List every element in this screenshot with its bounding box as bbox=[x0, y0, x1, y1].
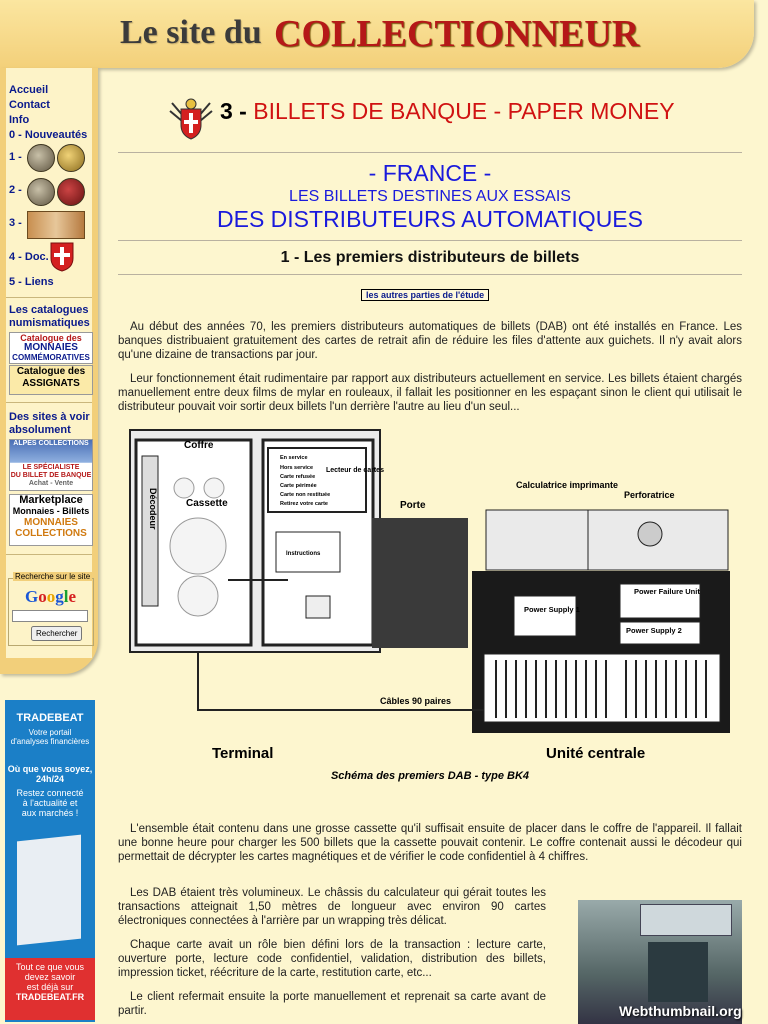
catalogue-assignats-link[interactable] bbox=[9, 365, 93, 395]
cat1-line2: MONNAIES bbox=[24, 342, 78, 353]
label-lecteur: Lecteur de cartes bbox=[326, 467, 384, 474]
watermark: Webthumbnail.org bbox=[619, 1003, 742, 1019]
label-psu2: Power Supply 2 bbox=[626, 626, 682, 635]
nav-info[interactable]: Info bbox=[9, 114, 30, 126]
label-calculatrice: Calculatrice imprimante bbox=[516, 480, 619, 490]
ad-line3: Où que vous soyez, bbox=[7, 764, 93, 774]
banknote-icon[interactable] bbox=[27, 211, 85, 239]
marketplace-banner[interactable] bbox=[9, 494, 93, 546]
site-search-box bbox=[8, 572, 94, 646]
cat2-line2: ASSIGNATS bbox=[22, 378, 80, 389]
ad-screenshot-image bbox=[17, 835, 81, 946]
label-unite: Unité centrale bbox=[546, 745, 646, 762]
subtitle-1: LES BILLETS DESTINES AUX ESSAIS bbox=[289, 188, 571, 205]
atm-body bbox=[648, 942, 708, 1002]
search-label: Recherche sur le site bbox=[15, 572, 91, 581]
label-psu1: Power Supply 1 bbox=[524, 605, 580, 614]
nav-liens[interactable]: 5 - Liens bbox=[9, 276, 54, 288]
nav-1[interactable]: 1 - bbox=[9, 151, 22, 163]
label-coffre: Coffre bbox=[184, 440, 214, 451]
sites-title: Des sites à voir absolument bbox=[9, 411, 90, 436]
dab-diagram bbox=[128, 428, 732, 768]
ad-line5: Restez connecté bbox=[16, 788, 84, 798]
label-decodeur: Décodeur bbox=[148, 488, 158, 530]
divider bbox=[118, 152, 742, 153]
ad-line6: à l'actualité et bbox=[22, 798, 78, 808]
heading-number: 3 - bbox=[220, 98, 247, 124]
search-input[interactable] bbox=[12, 610, 88, 622]
market-line2: Monnaies - Billets bbox=[12, 506, 90, 516]
ad-line2: d'analyses financières bbox=[10, 737, 90, 746]
nav-nouveautes[interactable]: 0 - Nouveautés bbox=[9, 129, 88, 141]
subtitle-2: DES DISTRIBUTEURS AUTOMATIQUES bbox=[217, 206, 643, 232]
site-title-main: COLLECTIONNEUR bbox=[274, 13, 640, 55]
market-line3: MONNAIES bbox=[24, 517, 78, 528]
paragraph-3: L'ensemble était contenu dans une grosse cassette qu'il suffisait ensuite de placer dans le coffre de l'appareil. Il fallait une bonne heure pour charger les 500 billets que la cassette pouvait contenir. Le coffre contenait aussi le décodeur qui permettait de décrypter les cartes magnétiques et de vérifier le code confidentiel à 4 chiffres. bbox=[118, 823, 742, 863]
ad-line10: est déjà sur bbox=[26, 982, 74, 992]
market-line4: COLLECTIONS bbox=[15, 528, 87, 539]
menu-3: Carte refusée bbox=[280, 474, 316, 480]
coin-old-icon[interactable] bbox=[27, 178, 55, 206]
ad-line4: 24h/24 bbox=[35, 774, 65, 784]
cat1-line1: Catalogue des bbox=[20, 333, 82, 343]
label-instructions: Instructions bbox=[286, 551, 321, 557]
tradebeat-ad[interactable] bbox=[5, 700, 95, 1022]
label-pfu: Power Failure Unit bbox=[634, 587, 700, 596]
menu-4: Carte périmée bbox=[280, 483, 317, 489]
coin-cross-icon[interactable] bbox=[57, 178, 85, 206]
paragraph-4: Les DAB étaient très volumineux. Le châssis du calculateur qui gérait toutes les transactions atteignait 1,50 mètres de longueur avec environ 90 cartes électroniques connectées à l'arrière par un wrapping très délicat. bbox=[118, 887, 546, 927]
nav-accueil[interactable]: Accueil bbox=[9, 84, 49, 96]
menu-5: Carte non restituée bbox=[280, 492, 331, 498]
paragraph-5: Chaque carte avait un rôle bien défini lors de la transaction : lecture carte, ouverture porte, lecture code confidentiel, validation, distribution des billets, impression ticket, réécriture de la carte, restitution carte, etc... bbox=[118, 939, 546, 979]
coin-silver-icon[interactable] bbox=[27, 144, 55, 172]
ad-line1: Votre portail bbox=[28, 728, 72, 737]
menu-2: Hors service bbox=[280, 465, 314, 471]
alpes-line2: LE SPÉCIALISTE bbox=[22, 464, 80, 471]
search-button[interactable]: Rechercher bbox=[31, 626, 82, 641]
ad-line8: Tout ce que vous bbox=[15, 962, 85, 972]
page-heading bbox=[220, 98, 675, 125]
nav-contact[interactable]: Contact bbox=[9, 99, 50, 111]
nav-doc[interactable]: 4 - Doc. bbox=[9, 251, 49, 263]
market-line1: Marketplace bbox=[19, 494, 83, 506]
coat-of-arms-icon bbox=[168, 97, 214, 141]
label-terminal: Terminal bbox=[212, 745, 274, 762]
catalogue-commemoratives-link[interactable] bbox=[9, 332, 93, 364]
ad-line7: aux marchés ! bbox=[21, 808, 79, 818]
paragraph-2: Leur fonctionnement était rudimentaire par rapport aux distributeurs actuellement en service. Les billets étaient chargés manuellement entre deux films de mylar en rouleaux, il fallait les positionner en les espaçant sinon le client qui utilisait le distributeur pouvait voir sortir deux billets l'un derrière l'autre au lieu d'un seul... bbox=[118, 373, 742, 413]
alpes-line3: DU BILLET DE BANQUE bbox=[10, 472, 92, 479]
sidebar-divider-3 bbox=[6, 554, 92, 555]
divider-3 bbox=[118, 274, 742, 275]
label-perforatrice: Perforatrice bbox=[624, 490, 675, 500]
alpes-line1: ALPES COLLECTIONS bbox=[13, 440, 89, 447]
paragraph-1: Au début des années 70, les premiers distributeurs automatiques de billets (DAB) ont été installés en France. Les banques distribuaient gratuitement des cartes de retrait afin de réduire les files d'attente aux guichets. Il n'y avait alors qu'une dizaine de transactions par jour. bbox=[118, 321, 742, 361]
google-logo: Google bbox=[25, 587, 77, 606]
paragraph-6: Le client refermait ensuite la porte manuellement et reprenait sa carte avant de partir. bbox=[118, 991, 546, 1017]
diagram-caption: Schéma des premiers DAB - type BK4 bbox=[330, 770, 530, 782]
ad-brand: TRADEBEAT bbox=[16, 712, 84, 724]
sidebar-divider-2 bbox=[6, 402, 92, 403]
site-title-prefix: Le site du bbox=[120, 14, 262, 51]
menu-6: Retirez votre carte bbox=[280, 501, 328, 507]
ad-line11: TRADEBEAT.FR bbox=[15, 992, 85, 1002]
menu-1: En service bbox=[280, 455, 308, 461]
ad-line9: devez savoir bbox=[24, 972, 76, 982]
site-header bbox=[0, 0, 754, 68]
alpes-line4: Achat - Vente bbox=[28, 480, 74, 487]
other-parts-link[interactable]: les autres parties de l'étude bbox=[361, 289, 489, 301]
divider-2 bbox=[118, 240, 742, 241]
savoy-shield-icon[interactable] bbox=[50, 242, 74, 272]
catalogues-title: Les catalogues numismatiques bbox=[9, 304, 90, 329]
coin-gold-icon[interactable] bbox=[57, 144, 85, 172]
cat2-line1: Catalogue des bbox=[16, 366, 86, 377]
label-cables: Câbles 90 paires bbox=[380, 696, 452, 706]
atm-screen bbox=[640, 904, 732, 936]
sidebar-divider bbox=[6, 297, 92, 298]
label-porte: Porte bbox=[400, 500, 426, 511]
alpes-collections-banner[interactable] bbox=[9, 439, 93, 491]
cat1-line3: COMMÉMORATIVES bbox=[12, 353, 90, 362]
heading-text: BILLETS DE BANQUE - PAPER MONEY bbox=[253, 98, 675, 124]
section-title: 1 - Les premiers distributeurs de billets bbox=[280, 249, 580, 266]
label-cassette: Cassette bbox=[186, 498, 228, 509]
country-title: - FRANCE - bbox=[368, 160, 492, 186]
nav-3[interactable]: 3 - bbox=[9, 217, 22, 229]
nav-2[interactable]: 2 - bbox=[9, 184, 22, 196]
